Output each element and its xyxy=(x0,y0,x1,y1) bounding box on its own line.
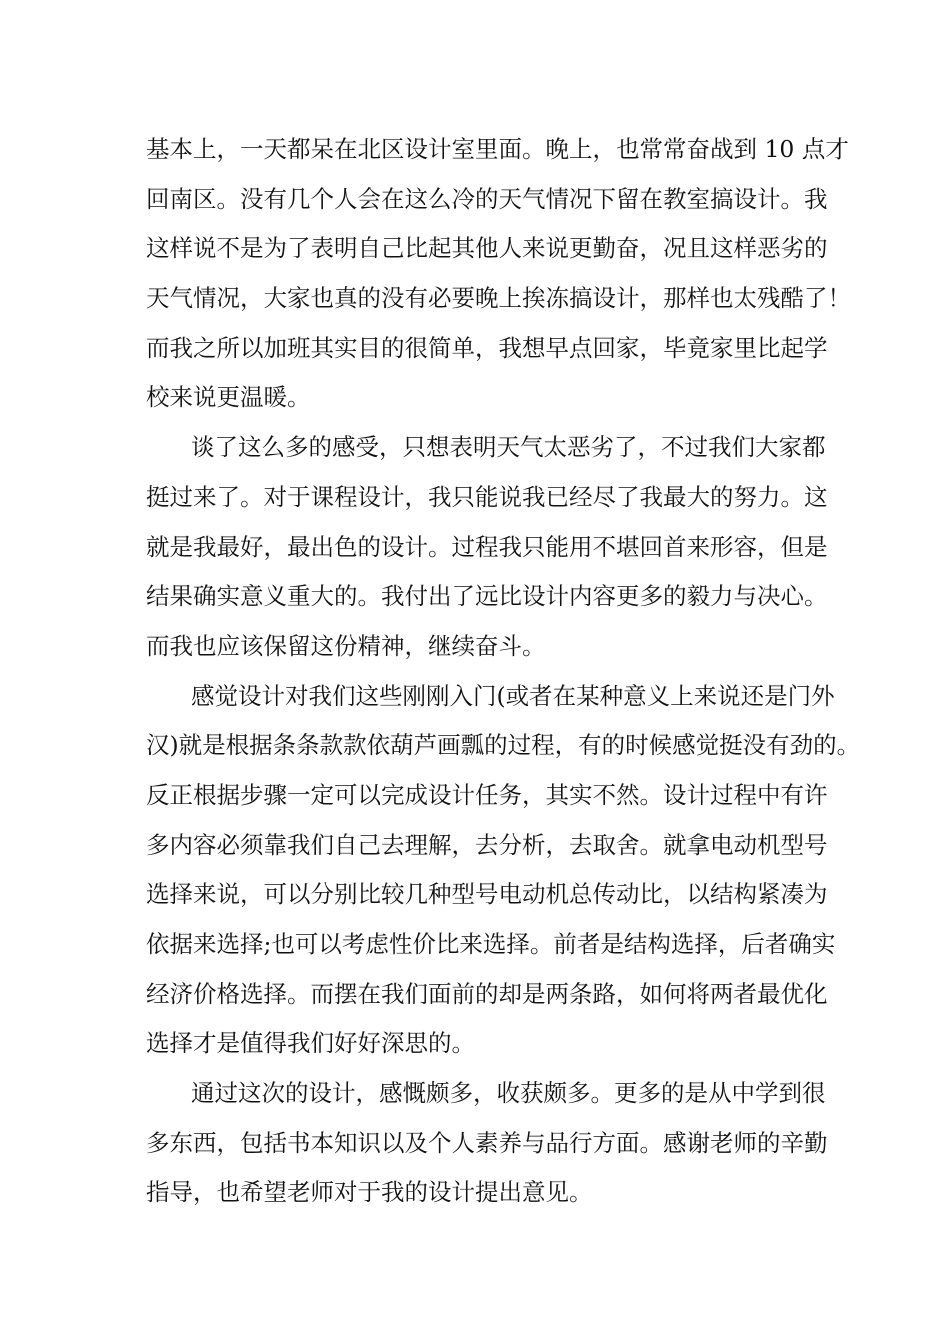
text-line: 天气情况，大家也真的没有必要晚上挨冻搞设计，那样也太残酷了！ xyxy=(146,284,851,313)
text-line: 多内容必须靠我们自己去理解，去分析，去取舍。就拿电动机型号 xyxy=(146,830,828,859)
text-line: 谈了这么多的感受，只想表明天气太恶劣了，不过我们大家都 xyxy=(191,433,826,462)
text-line: 感觉设计对我们这些刚刚入门(或者在某种意义上来说还是门外 xyxy=(191,681,835,710)
text-line: 多东西，包括书本知识以及个人素养与品行方面。感谢老师的辛勤 xyxy=(146,1128,828,1157)
text-line: 指导，也希望老师对于我的设计提出意见。 xyxy=(146,1178,593,1207)
text-line: 挺过来了。对于课程设计，我只能说我已经尽了我最大的努力。这 xyxy=(146,482,828,511)
text-line: 而我也应该保留这份精神，继续奋斗。 xyxy=(146,631,546,660)
paragraph xyxy=(146,672,861,1070)
text-line: 选择才是值得我们好好深思的。 xyxy=(146,1029,475,1058)
text-line: 而我之所以加班其实目的很简单，我想早点回家，毕竟家里比起学 xyxy=(146,333,828,362)
paragraph xyxy=(146,423,828,671)
text-line: 这样说不是为了表明自己比起其他人来说更勤奋，况且这样恶劣的 xyxy=(146,234,828,263)
text-line: 汉)就是根据条条款款依葫芦画瓢的过程，有的时候感觉挺没有劲的。 xyxy=(146,731,861,760)
text-line: 回南区。没有几个人会在这么冷的天气情况下留在教室搞设计。我 xyxy=(146,184,828,213)
paragraph xyxy=(146,125,851,423)
text-line: 通过这次的设计，感慨颇多，收获颇多。更多的是从中学到很 xyxy=(191,1079,826,1108)
text-line: 校来说更温暖。 xyxy=(146,383,311,412)
document-body xyxy=(146,125,861,1218)
text-line: 就是我最好，最出色的设计。过程我只能用不堪回首来形容，但是 xyxy=(146,532,828,561)
paragraph xyxy=(146,1069,828,1218)
text-line: 结果确实意义重大的。我付出了远比设计内容更多的毅力与决心。 xyxy=(146,582,828,611)
text-line: 反正根据步骤一定可以完成设计任务，其实不然。设计过程中有许 xyxy=(146,780,828,809)
text-line: 依据来选择;也可以考虑性价比来选择。前者是结构选择，后者确实 xyxy=(146,930,836,958)
text-line: 选择来说，可以分别比较几种型号电动机总传动比，以结构紧凑为 xyxy=(146,880,828,909)
text-line: 经济价格选择。而摆在我们面前的却是两条路，如何将两者最优化 xyxy=(146,979,828,1008)
text-line: 基本上，一天都呆在北区设计室里面。晚上，也常常奋战到 10 点才 xyxy=(146,135,849,163)
